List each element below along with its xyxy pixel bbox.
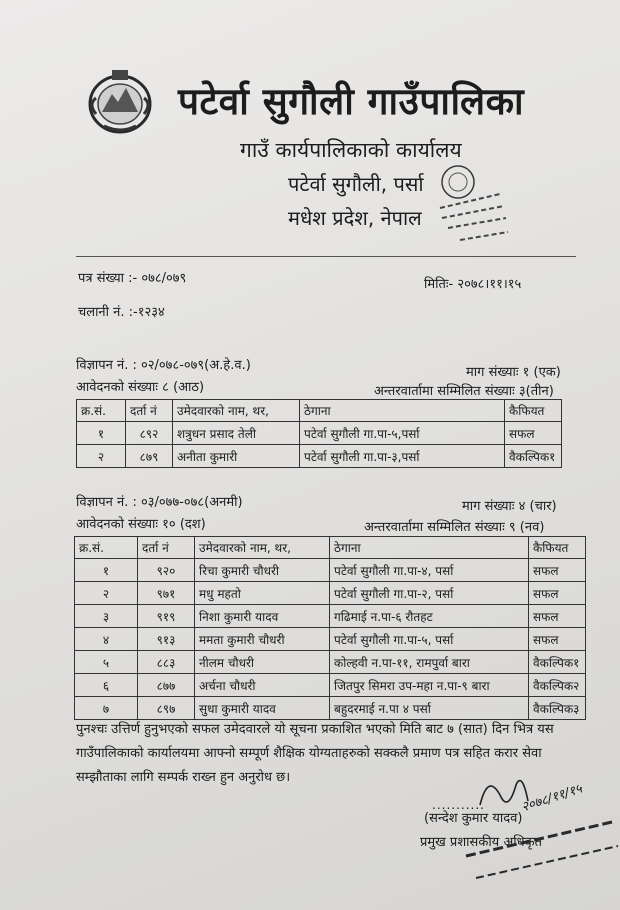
cell-address: पटेर्वा सुगौली गा.पा-४, पर्सा [330,559,529,582]
cell-remarks: वैकल्पिक१ [529,651,586,674]
notice1-demand-count: माग संख्याः १ (एक) [466,365,561,380]
letter-date: मितिः- २०७८।११।१५ [424,277,522,292]
cell-serial: २ [75,582,138,605]
cell-candidate-name: मधु महतो [195,582,330,605]
cell-remarks: वैकल्पिक१ [505,445,562,468]
cell-registration: ९१३ [138,628,195,651]
cell-candidate-name: सुधा कुमारी यादव [195,697,330,720]
cell-address: पटेर्वा सुगौली गा.पा-३,पर्सा [300,445,505,468]
nepal-emblem-icon [82,68,158,136]
cell-registration: ९७१ [138,582,195,605]
cell-remarks: सफल [529,582,586,605]
office-name: गाउँ कार्यपालिकाको कार्यालय [240,138,462,162]
table-row [75,697,586,720]
cell-candidate-name: निशा कुमारी यादव [195,605,330,628]
cell-remarks: सफल [505,422,562,445]
cell-registration: ९१९ [138,605,195,628]
cell-address: पटेर्वा सुगौली गा.पा-२, पर्सा [330,582,529,605]
table-row [75,674,586,697]
official-stamp [420,160,520,250]
footnote-paragraph: पुनश्चः उत्तिर्ण हुनुभएको सफल उमेदवारले यो सूचना प्रकाशित भएको मिति बाट ७ (सात) दिन भित्र यस गाउँपालिकाको कार्यालयमा आफ्नो सम्पूर्ण शैक्षिक योग्यताहरुको सक्कलै प्रमाण पत्र सहित करार सेवा सम्झौताका लागि सम्पर्क राख्न हुन अनुरोध छ। [76,722,554,785]
cell-registration: ८९७ [138,697,195,720]
notice2-advertisement-no: विज्ञापन नं. : ०३/०७७-०७८(अनमी) [76,495,243,510]
header-registration: दर्ता नं [126,400,173,422]
cell-serial: २ [77,445,126,468]
cell-address: कोल्हवी न.पा-११, रामपुर्वा बारा [330,651,529,674]
cell-remarks: वैकल्पिक२ [529,674,586,697]
cell-remarks: सफल [529,559,586,582]
cell-serial: ६ [75,674,138,697]
dispatch-number: चलानी नं. :-१२३४ [78,305,165,320]
table-header-row [75,537,586,559]
notice1-result-table [76,399,562,468]
cell-address: जितपुर सिमरा उप-महा न.पा-९ बारा [330,674,529,697]
cell-remarks: सफल [529,605,586,628]
table-row [75,559,586,582]
cell-serial: १ [77,422,126,445]
cell-candidate-name: अर्चना चौधरी [195,674,330,697]
header-serial: क्र.सं. [77,400,126,422]
table-row [75,628,586,651]
table-row [77,422,562,445]
cell-candidate-name: रिचा कुमारी चौधरी [195,559,330,582]
cell-candidate-name: अनीता कुमारी [173,445,300,468]
notice2-result-table [74,536,586,720]
cell-candidate-name: ममता कुमारी चौधरी [195,628,330,651]
cell-candidate-name: नीलम चौधरी [195,651,330,674]
signer-title: प्रमुख प्रशासकीय अधिकृत [420,835,543,850]
cell-registration: ८८३ [138,651,195,674]
header-remarks: कैफियत [505,400,562,422]
cell-remarks: सफल [529,628,586,651]
address-line-2: मधेश प्रदेश, नेपाल [288,206,422,230]
table-header-row [77,400,562,422]
cell-registration: ८९२ [126,422,173,445]
cell-registration: ८७७ [138,674,195,697]
header-serial: क्र.सं. [75,537,138,559]
notice2-demand-count: माग संख्याः ४ (चार) [462,499,557,514]
header-address: ठेगाना [330,537,529,559]
cell-address: पटेर्वा सुगौली गा.पा-५,पर्सा [300,422,505,445]
municipality-title: पटेर्वा सुगौली गाउँपालिका [178,80,525,123]
notice1-interview-count: अन्तरवार्तामा सम्मिलित संख्याः ३(तीन) [374,384,554,399]
notice1-application-count: आवेदनको संख्याः ८ (आठ) [76,380,205,395]
notice1-advertisement-no: विज्ञापन नं. : ०२/०७८-०७९(अ.हे.व.) [76,358,251,373]
cell-address: बहुदरमाई न.पा ४ पर्सा [330,697,529,720]
header-candidate-name: उमेदवारको नाम, थर, [195,537,330,559]
letter-number: पत्र संख्या :- ०७८/०७९ [78,271,187,286]
signature-date: २०७८/११/१५ [519,781,585,816]
cell-registration: ९२० [138,559,195,582]
table-row [77,445,562,468]
cell-remarks: वैकल्पिक३ [529,697,586,720]
table-row [75,582,586,605]
cell-serial: १ [75,559,138,582]
cell-serial: ५ [75,651,138,674]
address-line-1: पटेर्वा सुगौली, पर्सा [288,172,424,196]
header-remarks: कैफियत [529,537,586,559]
header-address: ठेगाना [300,400,505,422]
notice2-interview-count: अन्तरवार्तामा सम्मिलित संख्याः ९ (नव) [364,520,545,535]
cell-candidate-name: शत्रुधन प्रसाद तेली [173,422,300,445]
cell-address: पटेर्वा सुगौली गा.पा-५, पर्सा [330,628,529,651]
cell-registration: ८७९ [126,445,173,468]
header-candidate-name: उमेदवारको नाम, थर, [173,400,300,422]
signer-name: (सन्देश कुमार यादव) [424,811,523,826]
table-row [75,651,586,674]
cell-serial: ३ [75,605,138,628]
header-registration: दर्ता नं [138,537,195,559]
cell-address: गढिमाई न.पा-६ रौतहट [330,605,529,628]
signature-dotted-line: ........... [432,798,485,812]
notice2-application-count: आवेदनको संख्याः १० (दश) [76,517,206,532]
cell-serial: ७ [75,697,138,720]
table-row [75,605,586,628]
header-divider [76,256,576,257]
cell-serial: ४ [75,628,138,651]
designation-stamp [462,808,620,886]
